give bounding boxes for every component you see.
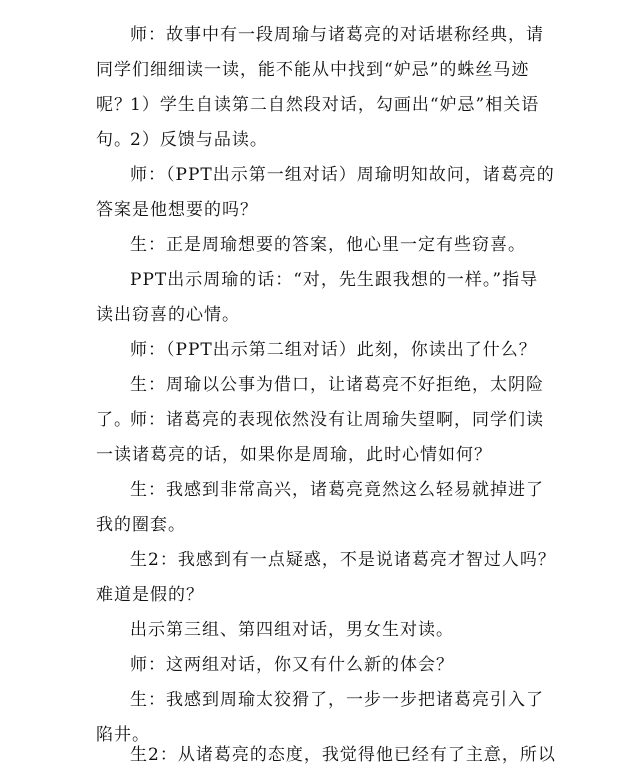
paragraph-1: 师：故事中有一段周瑜与诸葛亮的对话堪称经典，请同学们细细读一读，能不能从中找到“妒忌”的蛛丝马迹呢？ <box>96 25 544 115</box>
paragraph-9: 师：诸葛亮的表现依然没有让周瑜失望啊，同学们读一读诸葛亮的话，如果你是周瑜，此时心情如何？ <box>96 410 544 465</box>
paragraph-15: 生2：从诸葛亮的态度，我觉得他已经有了主意，所以 <box>130 745 556 765</box>
paragraph-7: 师：（PPT出示第二组对话）此刻，你读出了什么？ <box>130 340 537 360</box>
paragraph-3: 2）反馈与品读。 <box>130 130 268 150</box>
paragraph-12: 出示第三组、第四组对话，男女生对读。 <box>130 620 454 640</box>
paragraph-8: 生：周瑜以公事为借口，让诸葛亮不好拒绝，太阴险了。 <box>96 375 544 430</box>
paragraph-11: 生2：我感到有一点疑惑，不是说诸葛亮才智过人吗？难道是假的？ <box>96 550 556 605</box>
paragraph-10: 生：我感到非常高兴，诸葛亮竟然这么轻易就掉进了我的圈套。 <box>96 480 544 535</box>
paragraph-2: 1）学生自读第二自然段对话，勾画出“妒忌”相关语句。 <box>96 95 540 150</box>
paragraph-14: 生：我感到周瑜太狡猾了，一步一步把诸葛亮引入了陷井。 <box>96 690 544 745</box>
paragraph-4: 师：（PPT出示第一组对话）周瑜明知故问，诸葛亮的答案是他想要的吗？ <box>96 165 555 220</box>
paragraph-5: 生：正是周瑜想要的答案，他心里一定有些窃喜。 <box>130 235 526 255</box>
paragraph-6: PPT出示周瑜的话：“对，先生跟我想的一样。”指导读出窃喜的心情。 <box>96 270 539 325</box>
paragraph-13: 师：这两组对话，你又有什么新的体会？ <box>130 655 454 675</box>
